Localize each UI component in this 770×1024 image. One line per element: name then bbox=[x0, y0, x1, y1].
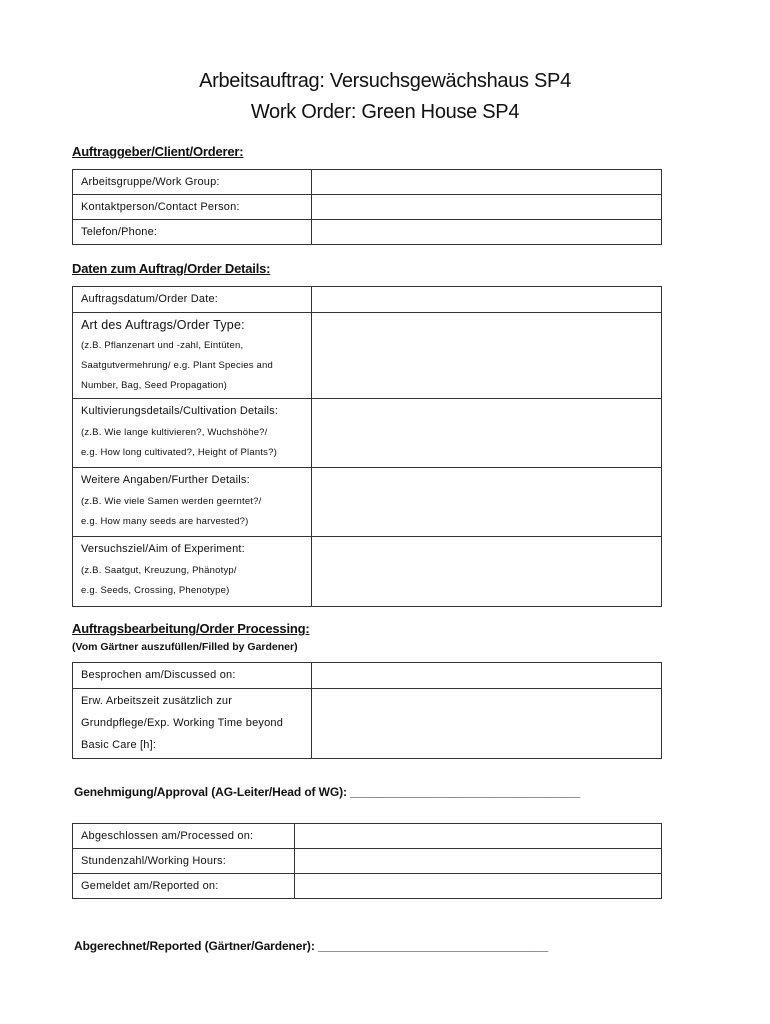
order-type-label: Art des Auftrags/Order Type: (z.B. Pflanzenart und -zahl, Eintüten, Saatgutvermehrung/ e.g. Plant Species and Number, Bag, Seed Propagation) bbox=[73, 313, 312, 399]
table-row bbox=[73, 195, 662, 220]
table-row bbox=[73, 663, 662, 689]
approval-signature-blank[interactable]: ___________________________________ bbox=[350, 785, 581, 799]
order-date-field[interactable] bbox=[312, 287, 662, 313]
table-row bbox=[73, 537, 662, 607]
table-row bbox=[73, 399, 662, 468]
billing-label: Abgerechnet/Reported (Gärtner/Gardener): bbox=[74, 939, 315, 953]
working-hours-label: Stundenzahl/Working Hours: bbox=[73, 849, 295, 874]
aim-of-experiment-field[interactable] bbox=[312, 537, 662, 607]
further-details-label: Weitere Angaben/Further Details: (z.B. Wie viele Samen werden geerntet?/ e.g. How many seeds are harvested?) bbox=[73, 468, 312, 537]
further-details-field[interactable] bbox=[312, 468, 662, 537]
discussed-on-label: Besprochen am/Discussed on: bbox=[73, 663, 312, 689]
table-row bbox=[73, 170, 662, 195]
order-processing-table bbox=[72, 662, 662, 759]
page-title-english: Work Order: Green House SP4 bbox=[250, 101, 520, 123]
order-processing-heading: Auftragsbearbeitung/Order Processing: bbox=[72, 621, 310, 636]
reported-on-field[interactable] bbox=[295, 874, 662, 899]
working-hours-field[interactable] bbox=[295, 849, 662, 874]
table-row bbox=[73, 468, 662, 537]
approval-line[interactable] bbox=[74, 785, 580, 799]
table-row bbox=[73, 287, 662, 313]
phone-label: Telefon/Phone: bbox=[73, 220, 312, 245]
table-row bbox=[73, 220, 662, 245]
discussed-on-field[interactable] bbox=[312, 663, 662, 689]
work-group-field[interactable] bbox=[312, 170, 662, 195]
client-section-heading: Auftraggeber/Client/Orderer: bbox=[72, 144, 244, 159]
table-row bbox=[73, 849, 662, 874]
order-details-table bbox=[72, 286, 662, 607]
table-row bbox=[73, 313, 662, 399]
billing-signature-blank[interactable]: ___________________________________ bbox=[317, 939, 549, 953]
working-time-field[interactable] bbox=[312, 689, 662, 759]
cultivation-details-field[interactable] bbox=[312, 399, 662, 468]
completion-table bbox=[72, 823, 662, 899]
aim-of-experiment-label: Versuchsziel/Aim of Experiment: (z.B. Saatgut, Kreuzung, Phänotyp/ e.g. Seeds, Crossing, Phenotype) bbox=[73, 537, 312, 607]
phone-field[interactable] bbox=[312, 220, 662, 245]
table-row bbox=[73, 874, 662, 899]
order-type-field[interactable] bbox=[312, 313, 662, 399]
gardener-note: (Vom Gärtner auszufüllen/Filled by Gardener) bbox=[72, 641, 298, 653]
processed-on-label: Abgeschlossen am/Processed on: bbox=[73, 824, 295, 849]
order-details-heading: Daten zum Auftrag/Order Details: bbox=[72, 261, 271, 276]
page-title-german: Arbeitsauftrag: Versuchsgewächshaus SP4 bbox=[199, 70, 571, 92]
work-group-label: Arbeitsgruppe/Work Group: bbox=[73, 170, 312, 195]
reported-on-label: Gemeldet am/Reported on: bbox=[73, 874, 295, 899]
cultivation-details-label: Kultivierungsdetails/Cultivation Details: (z.B. Wie lange kultivieren?, Wuchshöhe?/ e.g. How long cultivated?, Height of Plants?) bbox=[73, 399, 312, 468]
contact-person-field[interactable] bbox=[312, 195, 662, 220]
table-row bbox=[73, 689, 662, 759]
client-table bbox=[72, 169, 662, 245]
contact-person-label: Kontaktperson/Contact Person: bbox=[73, 195, 312, 220]
working-time-label: Erw. Arbeitszeit zusätzlich zur Grundpflege/Exp. Working Time beyond Basic Care [h]: bbox=[73, 689, 312, 759]
processed-on-field[interactable] bbox=[295, 824, 662, 849]
table-row bbox=[73, 824, 662, 849]
approval-label: Genehmigung/Approval (AG-Leiter/Head of WG): bbox=[74, 785, 347, 799]
order-date-label: Auftragsdatum/Order Date: bbox=[73, 287, 312, 313]
billing-line[interactable] bbox=[74, 939, 548, 953]
